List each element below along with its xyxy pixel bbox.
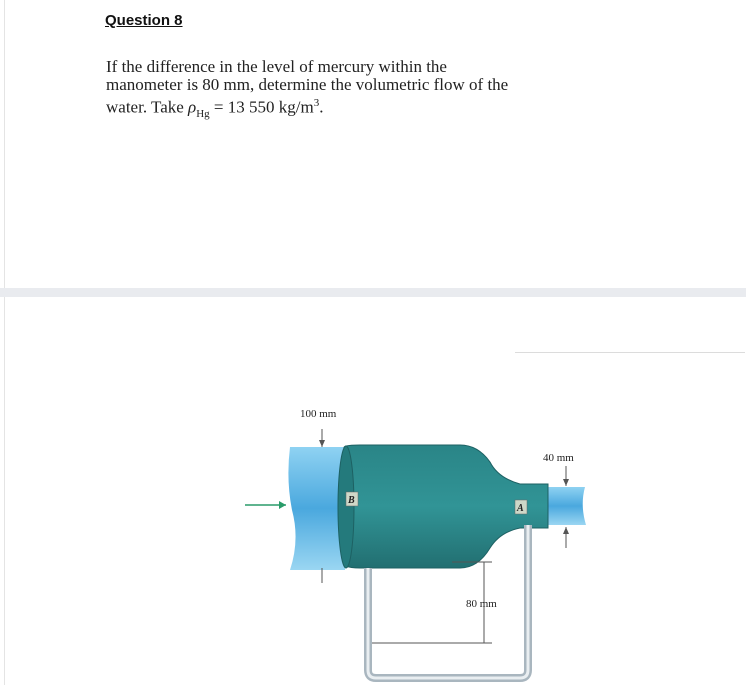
inlet-dimension-label: 100 mm xyxy=(300,408,337,420)
rho-symbol: ρ xyxy=(188,97,197,117)
unit-superscript: 3 xyxy=(313,97,320,109)
manometer-dimension-label: 80 mm xyxy=(466,598,497,610)
outlet-dimension-label: 40 mm xyxy=(543,452,574,464)
line3-prefix: water. Take xyxy=(106,97,189,117)
line3-end: . xyxy=(319,97,324,117)
question-line-1: If the difference in the level of mercury within the xyxy=(106,57,447,76)
question-card xyxy=(4,0,746,288)
pipe-manometer-figure xyxy=(0,297,746,685)
card-divider xyxy=(0,288,746,297)
point-a-label: A xyxy=(517,503,524,514)
point-b-label: B xyxy=(348,495,355,506)
question-line-3 xyxy=(106,94,646,123)
rho-subscript: Hg xyxy=(196,108,210,121)
pipe-inlet-face xyxy=(338,446,354,568)
question-line-2: manometer is 80 mm, determine the volumetric flow of the xyxy=(106,75,509,94)
question-title: Question 8 xyxy=(105,12,183,29)
inlet-water xyxy=(288,447,345,570)
outlet-water xyxy=(545,487,586,525)
question-text xyxy=(106,58,646,123)
density-value: = 13 550 kg/m xyxy=(209,97,314,117)
